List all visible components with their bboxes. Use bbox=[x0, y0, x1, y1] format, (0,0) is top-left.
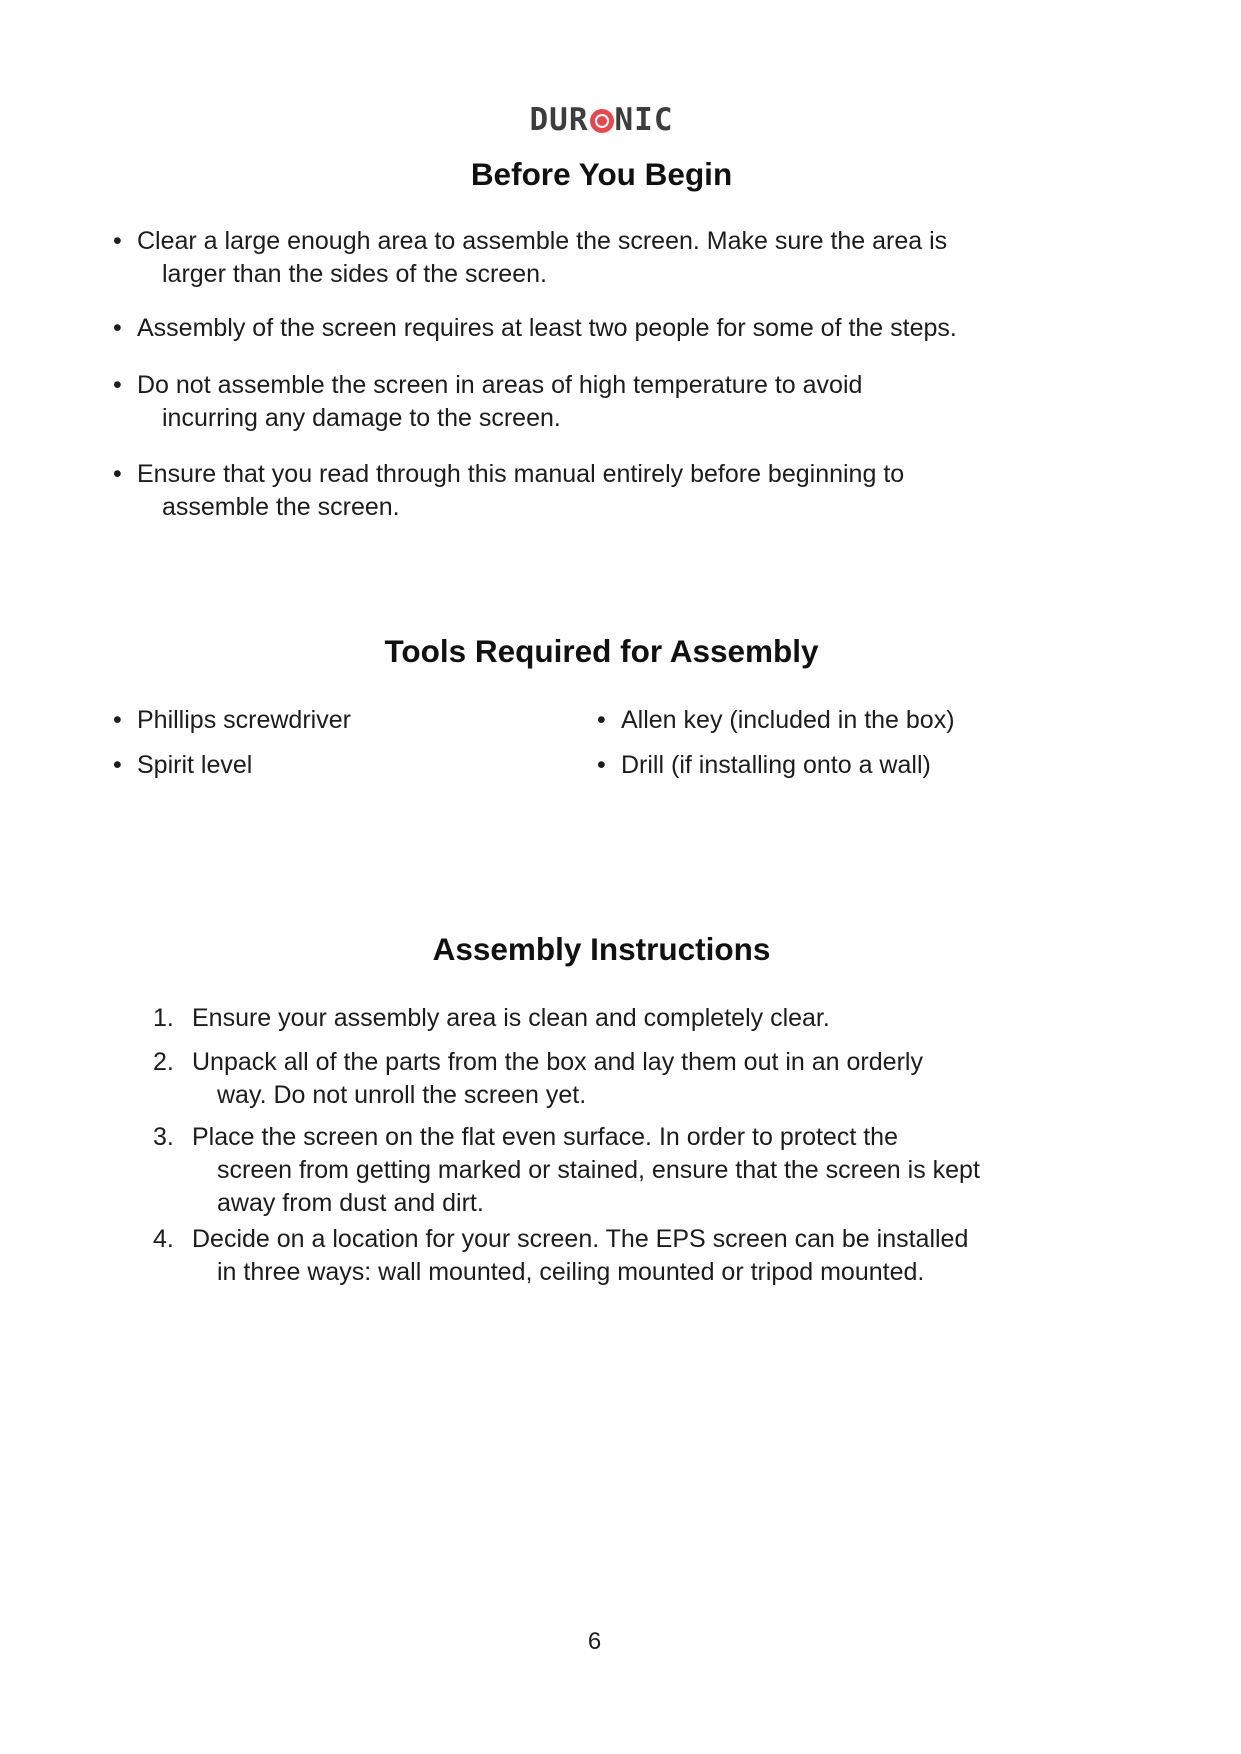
page-number: 6 bbox=[587, 1628, 602, 1655]
tool-item: • Drill (if installing onto a wall) bbox=[597, 749, 931, 782]
assembly-step-1: 1. Ensure your assembly area is clean and completely clear. bbox=[153, 1004, 830, 1032]
tool-item: • Spirit level bbox=[113, 749, 252, 782]
before-bullet-2: • Assembly of the screen requires at least two people for some of the steps. bbox=[113, 312, 957, 345]
logo-text-right: NIC bbox=[614, 102, 674, 138]
before-bullet-4: • Ensure that you read through this manual entirely before beginning to assemble the screen. bbox=[113, 458, 904, 524]
tool-item: • Allen key (included in the box) bbox=[597, 704, 955, 737]
before-you-begin-heading: Before You Begin bbox=[470, 156, 733, 192]
assembly-instructions-heading: Assembly Instructions bbox=[432, 931, 771, 967]
tool-item: • Phillips screwdriver bbox=[113, 704, 351, 737]
tools-required-heading: Tools Required for Assembly bbox=[384, 633, 819, 669]
before-bullet-1: • Clear a large enough area to assemble the screen. Make sure the area is larger than the sides of the screen. bbox=[113, 225, 947, 291]
power-ring-icon bbox=[590, 109, 614, 133]
before-bullet-3: • Do not assemble the screen in areas of high temperature to avoid incurring any damage to the screen. bbox=[113, 369, 862, 435]
assembly-step-3: 3. Place the screen on the flat even surface. In order to protect the screen from getting marked or stained, ensure that the screen is kept away from dust and dirt. bbox=[153, 1123, 980, 1217]
logo-text-left: DUR bbox=[529, 102, 589, 138]
assembly-step-4: 4. Decide on a location for your screen. The EPS screen can be installed in three ways: wall mounted, ceiling mounted or tripod mounted. bbox=[153, 1225, 969, 1286]
duronic-logo bbox=[0, 100, 1203, 140]
assembly-step-2: 2. Unpack all of the parts from the box and lay them out in an orderly way. Do not unroll the screen yet. bbox=[153, 1048, 923, 1109]
